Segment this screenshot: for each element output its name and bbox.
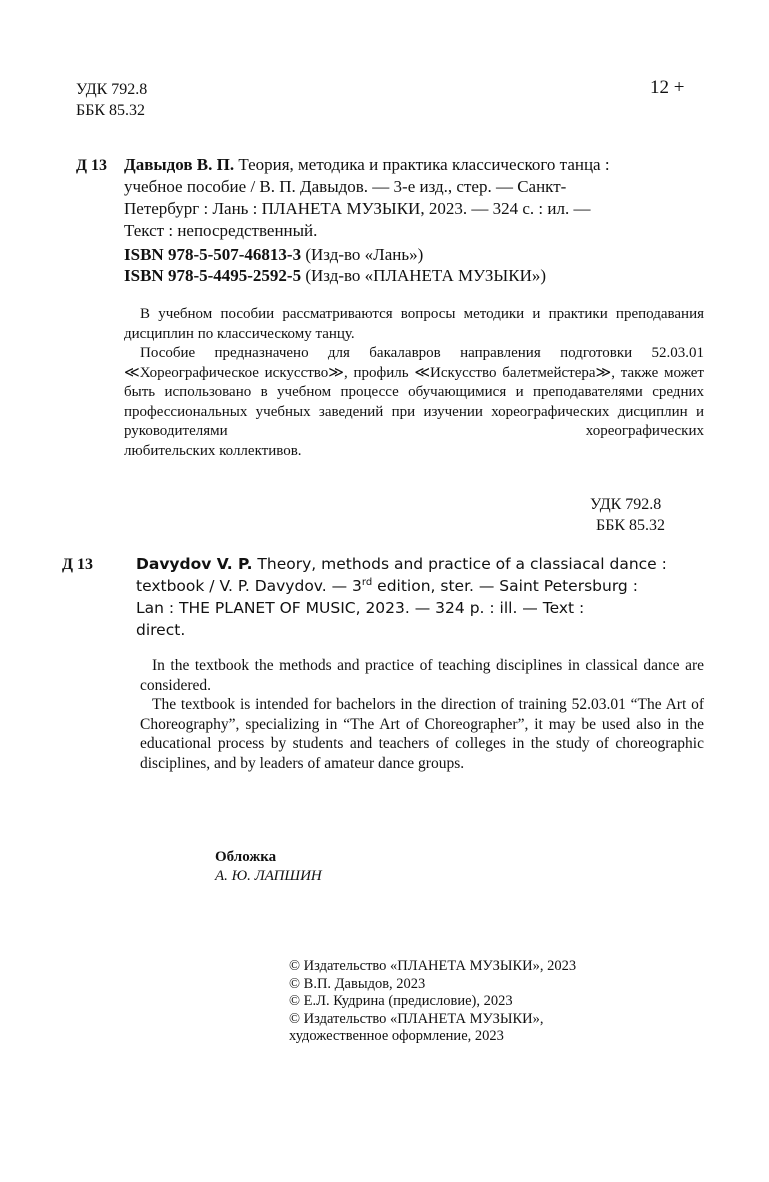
isbn-label: ISBN — [124, 266, 164, 285]
isbn-line — [124, 265, 546, 286]
isbn-block — [124, 244, 546, 286]
ordinal-suffix: rd — [361, 577, 373, 588]
author-mark-en: Д 13 — [62, 556, 94, 573]
biblio-line — [136, 553, 703, 575]
copyright-line: © Издательство «ПЛАНЕТА МУЗЫКИ», 2023 — [289, 958, 577, 974]
biblio-text: Теория, методика и практика классического танца : — [238, 155, 610, 174]
copyright-line: © Е.Л. Кудрина (предисловие), 2023 — [289, 993, 513, 1009]
biblio-line: direct. — [136, 621, 186, 639]
abstract-en — [140, 656, 704, 773]
copyright-block — [289, 958, 576, 1046]
copyright-line: © Издательство «ПЛАНЕТА МУЗЫКИ», — [289, 1010, 544, 1027]
udk-code: УДК 792.8 — [76, 81, 148, 98]
abstract-paragraph: In the textbook the methods and practice of teaching disciplines in classical dance are considered. — [140, 657, 704, 694]
isbn-line — [124, 244, 546, 265]
copyright-line: художественное оформление, 2023 — [289, 1028, 504, 1044]
classification-codes-english — [590, 494, 665, 536]
author-name: Davydov V. P. — [136, 555, 253, 573]
cover-designer: А. Ю. ЛАПШИН — [215, 868, 322, 884]
author-mark-ru: Д 13 — [76, 157, 108, 174]
isbn-number: 978-5-507-46813-3 — [167, 245, 302, 264]
isbn-publisher: (Изд-во «Лань») — [305, 245, 424, 264]
abstract-paragraph: The textbook is intended for bachelors in the direction of training 52.03.01 “The Art of Choreography”, specializing in “The Art of Choreographer”, it may be used also in the educational process by students and teachers of colleges in the study of choreographic disciplines, and by leaders of amateur dance groups. — [140, 696, 704, 772]
age-rating: 12 + — [650, 77, 685, 98]
abstract-ru — [124, 305, 704, 461]
classification-codes-top — [76, 79, 147, 121]
biblio-line: учебное пособие / В. П. Давыдов. — 3-е изд., стер. — Санкт- — [124, 177, 567, 196]
biblio-text: edition, ster. — Saint Petersburg : — [377, 577, 638, 595]
bibliographic-record-ru — [124, 154, 704, 242]
cover-heading: Обложка — [215, 849, 277, 865]
isbn-label: ISBN — [124, 245, 164, 264]
biblio-text: Theory, methods and practice of a classiacal dance : — [257, 555, 667, 573]
biblio-line: Петербург : Лань : ПЛАНЕТА МУЗЫКИ, 2023. — 324 с. : ил. — — [124, 199, 591, 218]
biblio-line: Lan : THE PLANET OF MUSIC, 2023. — 324 p. : ill. — Text : — [136, 599, 585, 617]
biblio-text: textbook / V. P. Davydov. — 3 — [136, 577, 362, 595]
cover-credit — [215, 848, 322, 886]
bbk-code: ББК 85.32 — [596, 517, 666, 534]
abstract-paragraph: В учебном пособии рассматриваются вопросы методики и практики преподавания дисциплин по классическому танцу. — [124, 306, 704, 342]
isbn-number: 978-5-4495-2592-5 — [167, 266, 302, 285]
isbn-publisher: (Изд-во «ПЛАНЕТА МУЗЫКИ») — [305, 266, 547, 285]
biblio-line — [136, 575, 703, 597]
udk-code: УДК 792.8 — [590, 496, 662, 513]
copyright-line: © В.П. Давыдов, 2023 — [289, 975, 426, 992]
abstract-paragraph-end: любительских коллективов. — [124, 442, 302, 459]
author-name: Давыдов В. П. — [124, 155, 235, 174]
biblio-line: Текст : непосредственный. — [124, 221, 318, 240]
bbk-code: ББК 85.32 — [76, 102, 146, 119]
abstract-paragraph: Пособие предназначено для бакалавров направления подготовки 52.03.01 ≪Хореографическое искусство≫, профиль ≪Искусство балетмейстера≫, также может быть использовано в учебном процессе обучающимися и преподавателями средних профессиональных учебных заведений при изучении хореографических дисциплин и руководителями хореографических — [124, 345, 704, 439]
biblio-line — [124, 154, 704, 176]
bibliographic-record-en — [136, 553, 703, 641]
